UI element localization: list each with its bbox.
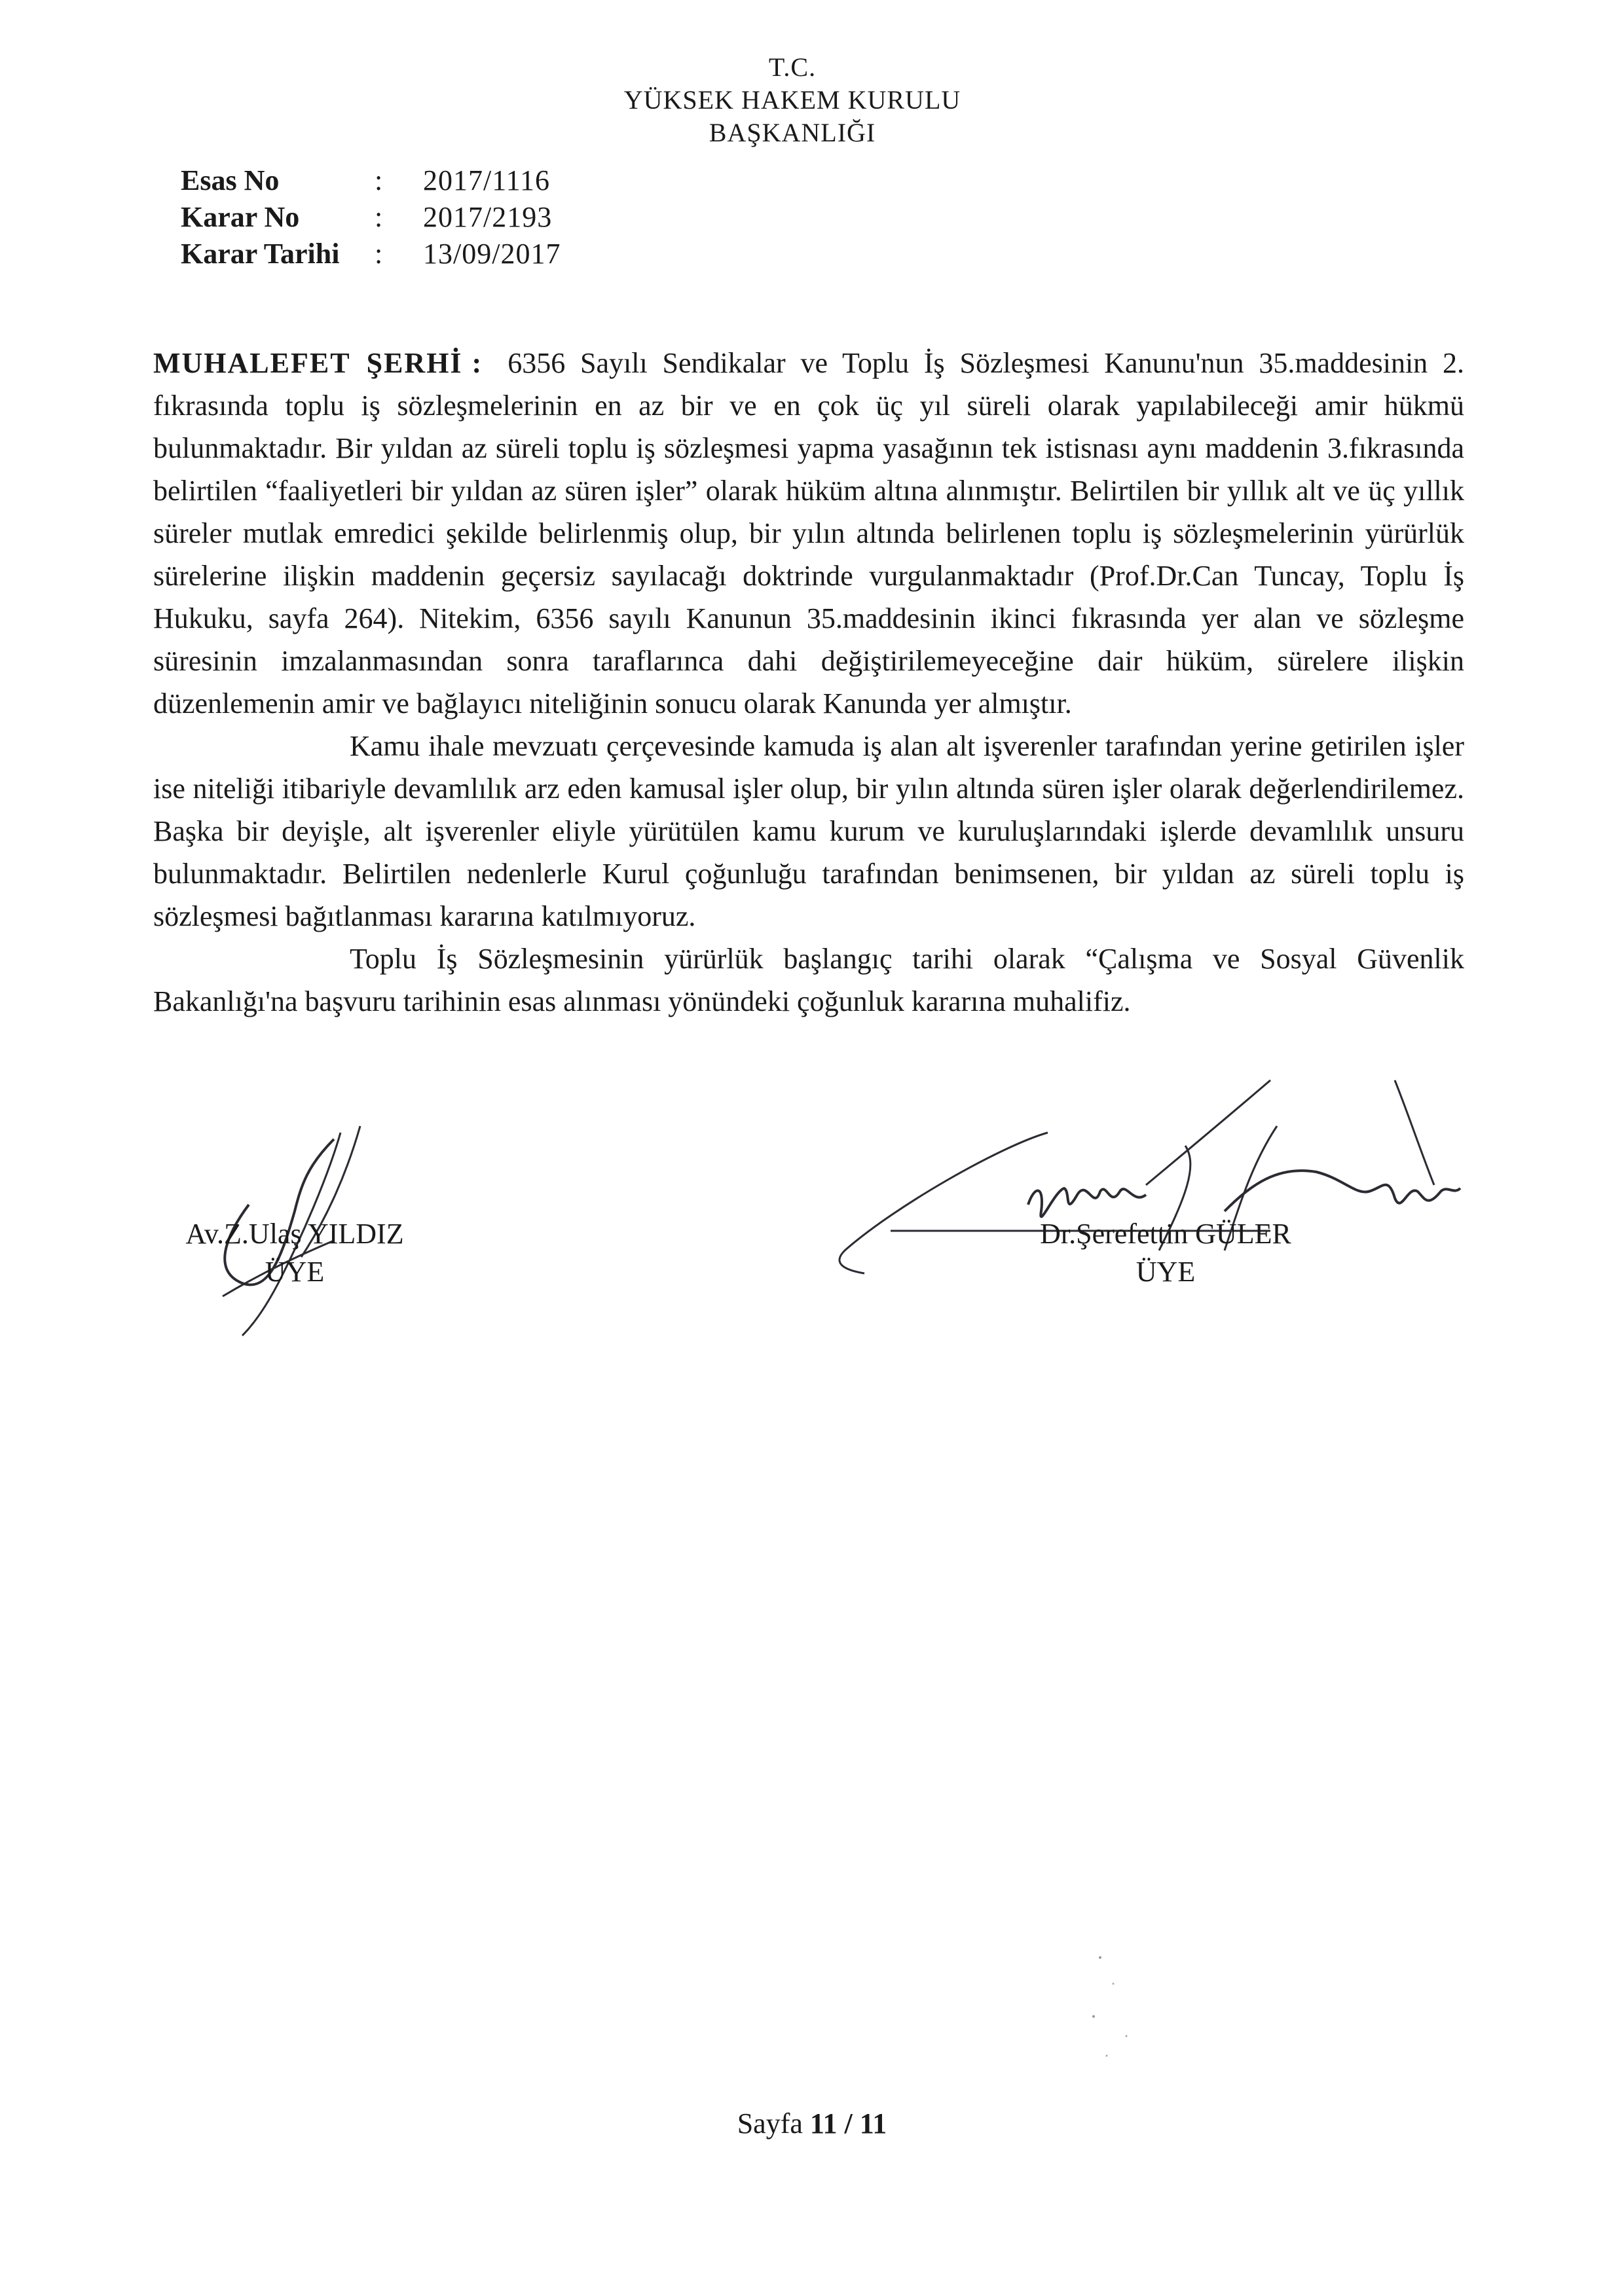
signatory-title: ÜYE [1135, 1256, 1196, 1288]
meta-colon: : [375, 201, 383, 233]
case-metadata [181, 162, 561, 272]
signatory-title: ÜYE [265, 1256, 325, 1288]
header-tc: T.C. [768, 52, 817, 82]
page-current: 11 [809, 2107, 838, 2140]
meta-label: Karar No [181, 201, 300, 233]
signatory-name: Av.Z.Ulaş YILDIZ [185, 1218, 404, 1250]
header-presidency: BAŞKANLIĞI [709, 118, 876, 147]
page-footer [0, 2107, 1624, 2140]
meta-row-esas [181, 162, 561, 199]
meta-value: 13/09/2017 [423, 238, 561, 270]
paragraph-3: Toplu İş Sözleşmesinin yürürlük başlangıç tarihi olarak “Çalışma ve Sosyal Güvenlik Bakanlığı'na başvuru tarihinin esas alınması yönündeki çoğunluk kararına muhalifiz. [153, 943, 1464, 1017]
meta-value: 2017/1116 [423, 164, 550, 196]
signature-block-right [1022, 1215, 1310, 1291]
meta-label: Karar Tarihi [181, 238, 340, 270]
page-separator: / [844, 2107, 853, 2140]
page-total: 11 [859, 2107, 887, 2140]
meta-value: 2017/2193 [423, 201, 553, 233]
paragraph-2: Kamu ihale mevzuatı çerçevesinde kamuda iş alan alt işverenler tarafından yerine getirilen işler ise niteliği itibariyle devamlılık arz eden kamusal işler olup, bir yılın altında süren işler olarak değerlendirilemez. Başka bir deyişle, alt işverenler eliyle yürütülen kamu kurum ve kuruluşlarındaki işlerde devamlılık unsuru bulunmaktadır. Belirtilen nedenlerle Kurul çoğunluğu tarafından benimsenen, bir yıldan az süreli toplu iş sözleşmesi bağıtlanması kararına katılmıyoruz. [153, 730, 1464, 932]
meta-colon: : [375, 164, 383, 196]
scan-noise [1087, 1938, 1179, 2069]
signatory-name: Dr.Şerefettin GÜLER [1040, 1218, 1291, 1250]
meta-label: Esas No [181, 164, 280, 196]
meta-row-karar-tarihi [181, 236, 561, 272]
meta-row-karar [181, 199, 561, 236]
dissent-title-colon: : [471, 347, 482, 379]
signature-block-left [151, 1215, 439, 1291]
paragraph-1-text: 6356 Sayılı Sendikalar ve Toplu İş Sözleşmesi Kanunu'nun 35.maddesinin 2. fıkrasında toplu iş sözleşmelerinin en az bir ve en çok üç yıl süreli olarak yapılabileceği amir hükmü bulunmaktadır. Bir yıldan az süreli toplu iş sözleşmesi yapma yasağının tek istisnası aynı maddenin 3.fıkrasında belirtilen “faaliyetleri bir yıldan az süren işler” olarak hüküm altına alınmıştır. Belirtilen bir yıllık alt ve üç yıllık süreler mutlak emredici şekilde belirlenmiş olup, bir yılın altında belirlenen toplu iş sözleşmelerinin yürürlük sürelerine ilişkin maddenin geçersiz sayılacağı doktrinde vurgulanmaktadır (Prof.Dr.Can Tuncay, Toplu İş Hukuku, sayfa 264). Nitekim, 6356 sayılı Kanunun 35.maddesinin ikinci fıkrasında yer alan ve sözleşme süresinin imzalanmasından sonra taraflarınca dahi değiştirilemeyeceğine dair hüküm, sürelere ilişkin düzenlemenin amir ve bağlayıcı niteliğinin sonucu olarak Kanunda yer almıştır. [153, 347, 1464, 720]
meta-colon: : [375, 238, 383, 270]
document-header [550, 51, 1035, 149]
dissent-title: MUHALEFET ŞERHİ [153, 347, 463, 379]
page-label: Sayfa [737, 2107, 803, 2140]
header-institution: YÜKSEK HAKEM KURULU [623, 85, 961, 115]
dissent-body [153, 342, 1464, 1023]
paragraph-1 [153, 342, 1464, 725]
